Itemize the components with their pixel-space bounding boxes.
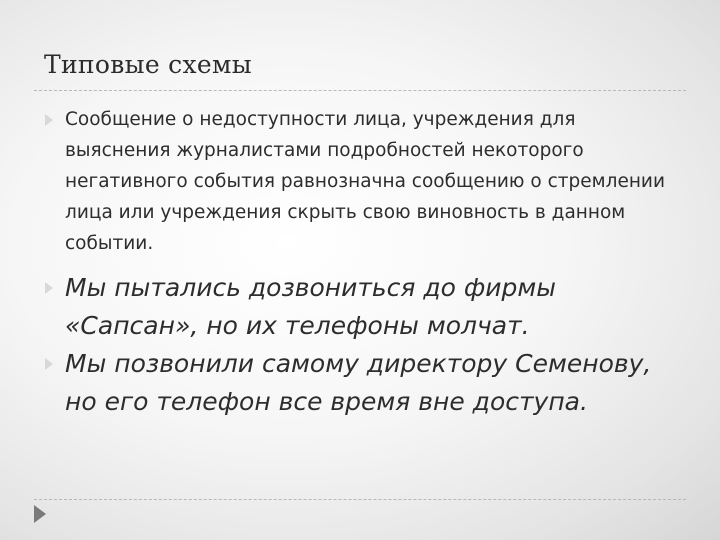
- slide-title: Типовые схемы: [44, 50, 252, 79]
- bullet-text-3: Мы позвонили самому директору Семенову, но его телефон все время вне доступа.: [65, 349, 652, 416]
- footer-divider: [34, 499, 686, 500]
- triangle-bullet-icon: [45, 282, 53, 294]
- next-slide-arrow-icon[interactable]: [34, 505, 46, 523]
- bullet-item-2: [43, 269, 673, 345]
- bullet-item-3: [43, 345, 673, 421]
- title-divider: [34, 90, 686, 91]
- bullet-text-1: Сообщение о недоступности лица, учреждения для выяснения журналистами подробностей некоторого негативного события равнозначна сообщению о стремлении лица или учреждения скрыть свою виновность в данном событии.: [65, 109, 665, 254]
- triangle-bullet-icon: [45, 114, 53, 126]
- bullet-item-1: [43, 104, 673, 259]
- bullet-list: [43, 104, 673, 421]
- triangle-bullet-icon: [45, 358, 53, 370]
- bullet-text-2: Мы пытались дозвониться до фирмы «Сапсан», но их телефоны молчат.: [65, 273, 557, 340]
